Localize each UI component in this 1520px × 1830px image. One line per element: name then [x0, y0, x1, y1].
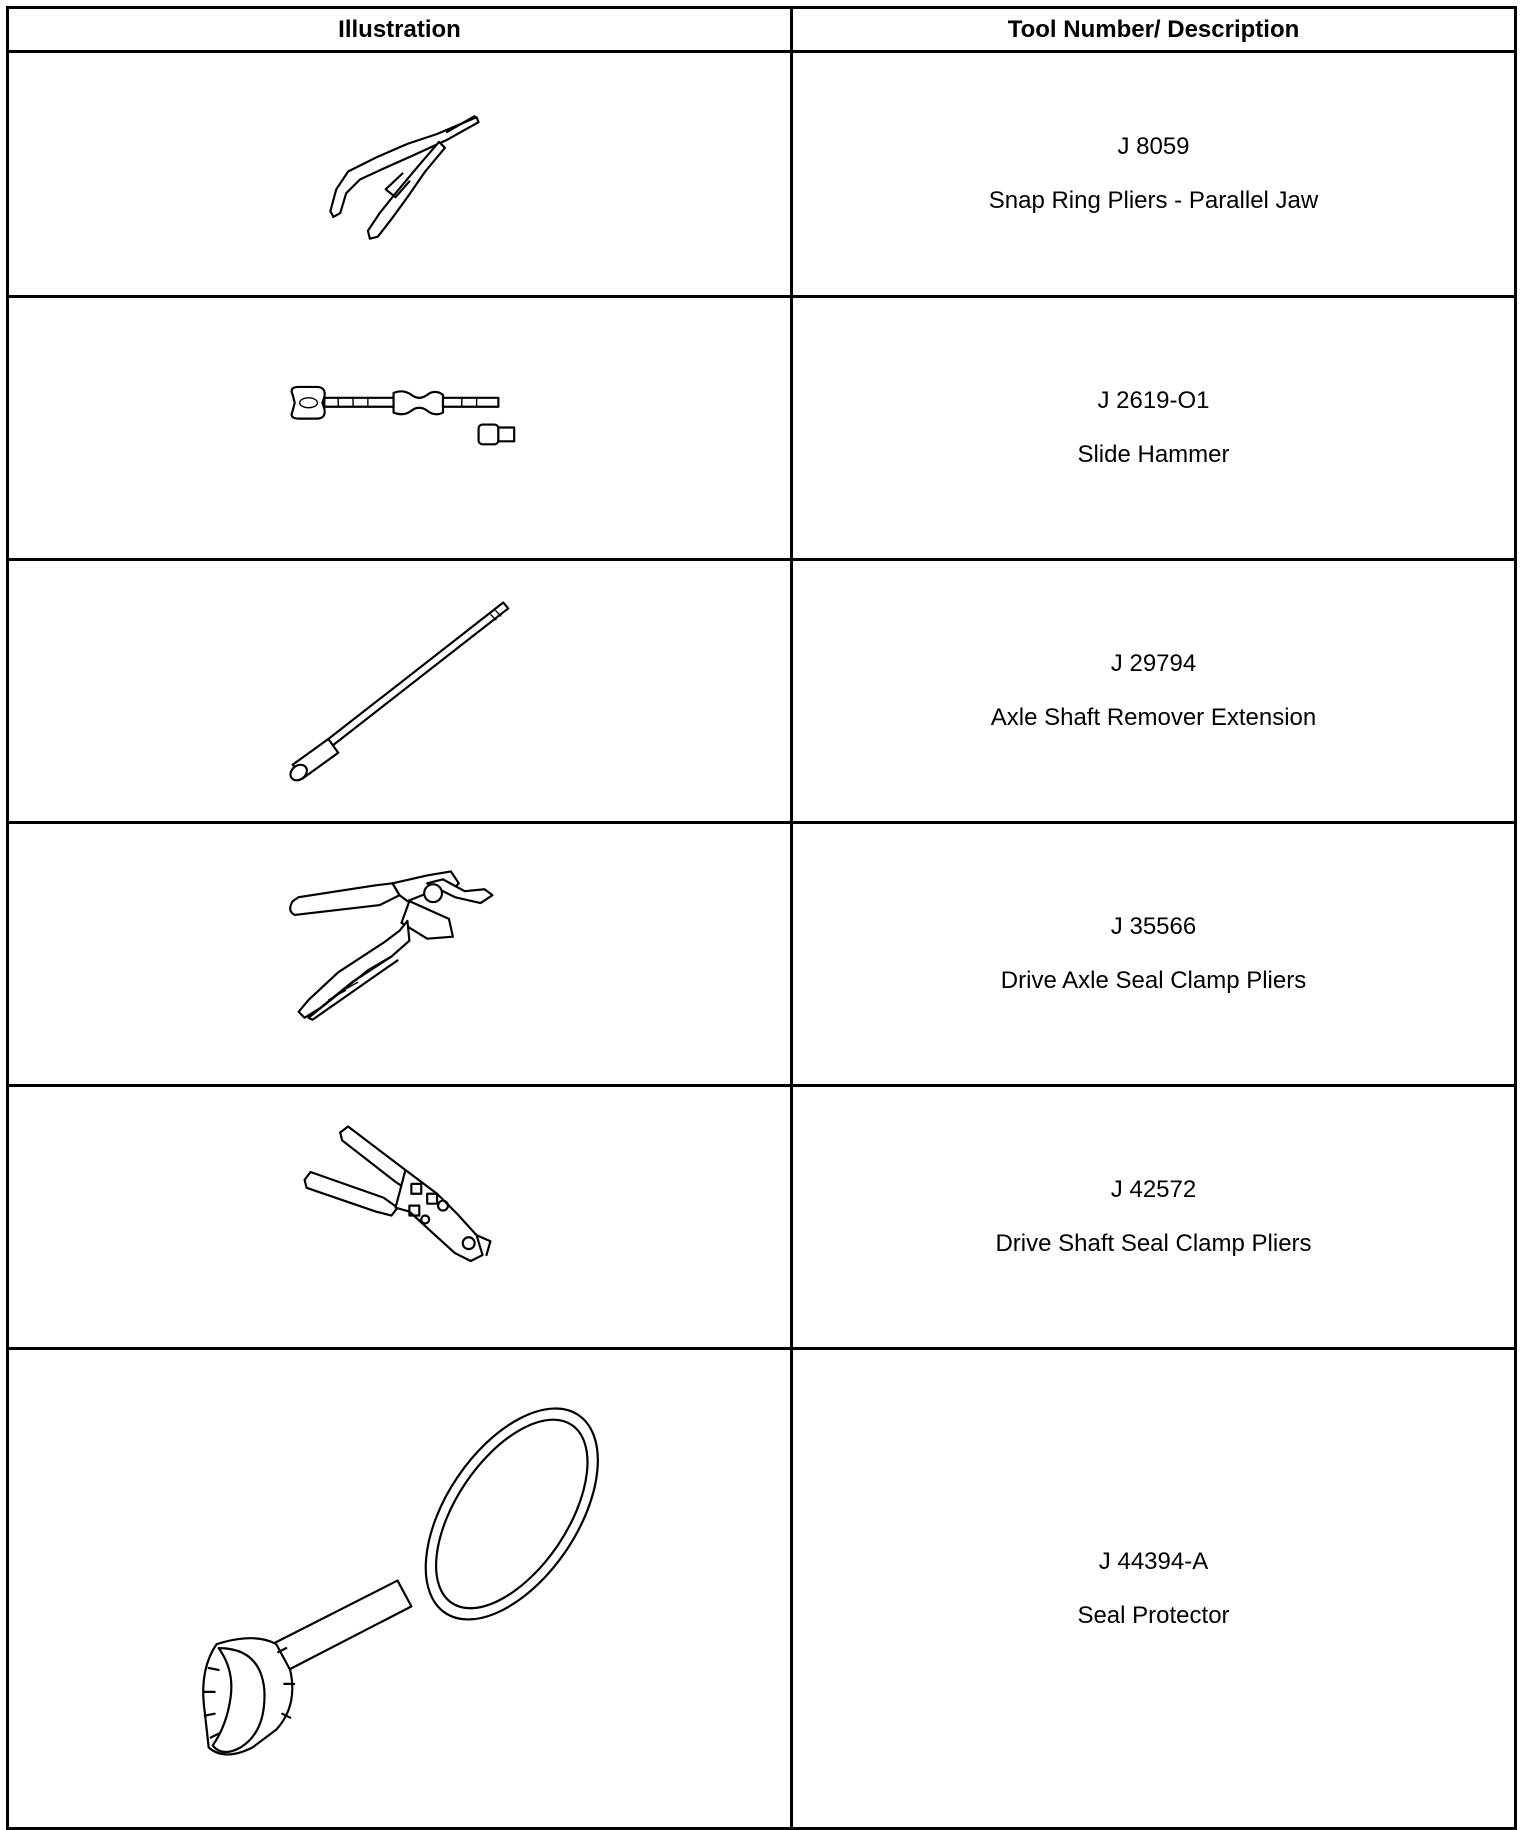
description-cell: [792, 823, 1516, 1086]
illustration-cell: [8, 823, 792, 1086]
header-row: [8, 8, 1516, 52]
description-cell: [792, 560, 1516, 823]
table-row: [8, 823, 1516, 1086]
seal-clamp-pliers-icon: [9, 824, 790, 1084]
header-illustration: Illustration: [8, 8, 792, 52]
tool-description: Drive Axle Seal Clamp Pliers: [1000, 967, 1307, 994]
illustration-cell: [8, 1349, 792, 1829]
seal-protector-icon: [9, 1350, 790, 1827]
tool-number: J 42572: [1110, 1176, 1197, 1203]
tool-description: Drive Shaft Seal Clamp Pliers: [995, 1230, 1312, 1257]
illustration-cell: [8, 560, 792, 823]
description-cell: [792, 297, 1516, 560]
illustration-cell: [8, 1086, 792, 1349]
tool-number: J 35566: [1110, 913, 1197, 940]
tool-number: J 8059: [1117, 133, 1190, 160]
table-row: [8, 52, 1516, 297]
header-tool-number-description: Tool Number/ Description: [792, 8, 1516, 52]
extension-rod-icon: [9, 561, 790, 821]
description-cell: [792, 1086, 1516, 1349]
table-row: [8, 560, 1516, 823]
tool-description: Axle Shaft Remover Extension: [990, 704, 1317, 731]
slide-hammer-icon: [9, 298, 790, 558]
description-cell: [792, 1349, 1516, 1829]
description-cell: [792, 52, 1516, 297]
table-row: [8, 1349, 1516, 1829]
clamp-pliers-icon: [9, 1087, 790, 1347]
tool-description: Slide Hammer: [1077, 441, 1230, 468]
tool-description: Snap Ring Pliers - Parallel Jaw: [988, 187, 1319, 214]
tool-number: J 29794: [1110, 650, 1197, 677]
tool-description: Seal Protector: [1077, 1601, 1230, 1629]
tool-number: J 2619-O1: [1097, 387, 1210, 414]
special-tools-table: [6, 6, 1517, 1830]
table-row: [8, 297, 1516, 560]
table-row: [8, 1086, 1516, 1349]
snap-ring-pliers-icon: [9, 53, 790, 295]
illustration-cell: [8, 52, 792, 297]
tool-number: J 44394-A: [1098, 1547, 1209, 1575]
illustration-cell: [8, 297, 792, 560]
